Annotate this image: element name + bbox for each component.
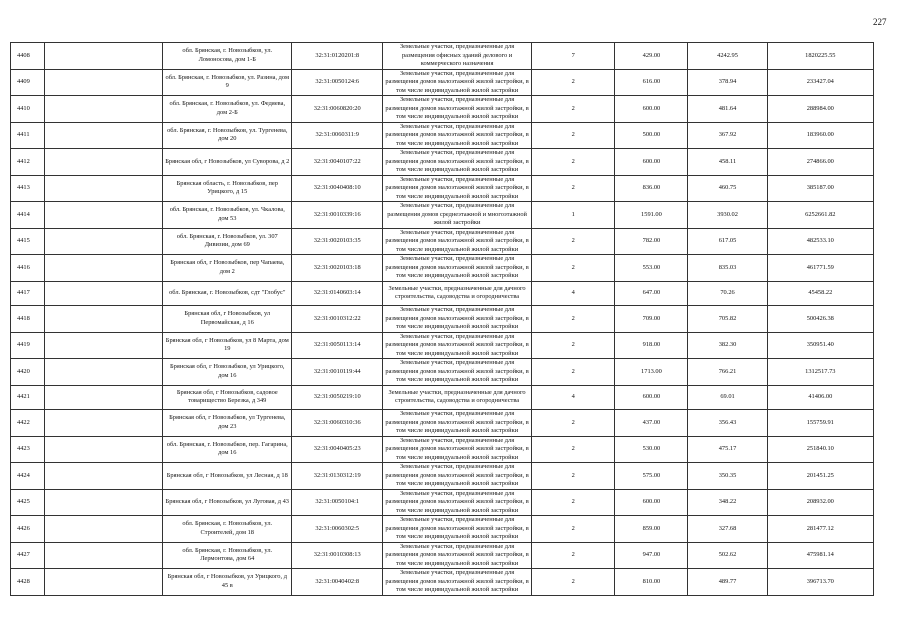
unit-price-cell: 350.35: [688, 463, 767, 490]
unit-price-cell: 489.77: [688, 569, 767, 596]
address-cell: Брянская обл, г Новозыбков, ул Урицкого, д 45 в: [163, 569, 292, 596]
row-number-cell: 4422: [11, 410, 45, 437]
row-spacer-cell: [45, 149, 163, 176]
unit-price-cell: 502.62: [688, 542, 767, 569]
category-cell: 2: [532, 96, 615, 123]
cadastral-value-cell: 6252661.82: [767, 202, 873, 229]
cadastral-number-cell: 32:31:0050124:6: [292, 69, 383, 96]
address-cell: обл. Брянская, г. Новозыбков, сдт "Глобус": [163, 281, 292, 306]
unit-price-cell: 356.43: [688, 410, 767, 437]
row-number-cell: 4416: [11, 255, 45, 282]
table-row: [11, 69, 874, 96]
cadastral-number-cell: 32:31:0130312:19: [292, 463, 383, 490]
cadastral-number-cell: 32:31:0020103:35: [292, 228, 383, 255]
row-number-cell: 4409: [11, 69, 45, 96]
row-spacer-cell: [45, 359, 163, 386]
address-cell: Брянская обл, г Новозыбков, пер Чапаева, дом 2: [163, 255, 292, 282]
area-cell: 600.00: [615, 96, 688, 123]
address-cell: Брянская область, г. Новозыбков, пер Урицкого, д 15: [163, 175, 292, 202]
row-number-cell: 4427: [11, 542, 45, 569]
cadastral-number-cell: 32:31:0050104:1: [292, 489, 383, 516]
land-use-cell: Земельные участки, предназначенные для размещения домов малоэтажной жилой застройки, в том числе индивидуальной жилой застройки: [383, 149, 532, 176]
land-use-cell: Земельные участки, предназначенные для размещения домов среднеэтажной и многоэтажной жилой застройки: [383, 202, 532, 229]
category-cell: 2: [532, 436, 615, 463]
category-cell: 2: [532, 542, 615, 569]
address-cell: Брянская обл, г Новозыбков, садовое товарищество Березка, д 349: [163, 385, 292, 410]
cadastral-number-cell: 32:31:0010312:22: [292, 306, 383, 333]
area-cell: 810.00: [615, 569, 688, 596]
row-number-cell: 4419: [11, 332, 45, 359]
row-number-cell: 4421: [11, 385, 45, 410]
table-row: [11, 569, 874, 596]
table-row: [11, 542, 874, 569]
land-use-cell: Земельные участки, предназначенные для размещения домов малоэтажной жилой застройки, в том числе индивидуальной жилой застройки: [383, 306, 532, 333]
unit-price-cell: 4242.95: [688, 43, 767, 70]
address-cell: Брянская обл, г Новозыбков, ул Урицкого, дом 16: [163, 359, 292, 386]
cadastral-value-cell: 350951.40: [767, 332, 873, 359]
category-cell: 2: [532, 149, 615, 176]
area-cell: 1713.00: [615, 359, 688, 386]
table-row: [11, 96, 874, 123]
unit-price-cell: 617.05: [688, 228, 767, 255]
row-number-cell: 4425: [11, 489, 45, 516]
category-cell: 2: [532, 359, 615, 386]
row-spacer-cell: [45, 489, 163, 516]
table-row: [11, 202, 874, 229]
address-cell: обл. Брянская, г. Новозыбков, ул. Разина, дом 9: [163, 69, 292, 96]
address-cell: обл. Брянская, г. Новозыбков, ул. Ломоносова, дом 1-Б: [163, 43, 292, 70]
area-cell: 1591.00: [615, 202, 688, 229]
land-use-cell: Земельные участки, предназначенные для размещения домов малоэтажной жилой застройки, в том числе индивидуальной жилой застройки: [383, 255, 532, 282]
land-use-cell: Земельные участки, предназначенные для размещения домов малоэтажной жилой застройки, в том числе индивидуальной жилой застройки: [383, 569, 532, 596]
page-number: 227: [873, 17, 887, 27]
cadastral-value-cell: 461771.59: [767, 255, 873, 282]
cadastral-value-cell: 233427.04: [767, 69, 873, 96]
address-cell: обл. Брянская, г. Новозыбков, ул. 307 Дивизии, дом 69: [163, 228, 292, 255]
area-cell: 782.00: [615, 228, 688, 255]
row-spacer-cell: [45, 569, 163, 596]
row-number-cell: 4412: [11, 149, 45, 176]
address-cell: обл. Брянская, г. Новозыбков, пер. Гагарина, дом 16: [163, 436, 292, 463]
table-row: [11, 306, 874, 333]
unit-price-cell: 327.68: [688, 516, 767, 543]
table-row: [11, 149, 874, 176]
address-cell: Брянская обл, г Новозыбков, ул 8 Марта, дом 19: [163, 332, 292, 359]
land-use-cell: Земельные участки, предназначенные для размещения офисных зданий делового и коммерческого назначения: [383, 43, 532, 70]
row-spacer-cell: [45, 122, 163, 149]
land-use-cell: Земельные участки, предназначенные для дачного строительства, садоводства и огородничества: [383, 385, 532, 410]
unit-price-cell: 3930.02: [688, 202, 767, 229]
table-row: [11, 43, 874, 70]
table-row: [11, 122, 874, 149]
row-spacer-cell: [45, 306, 163, 333]
cadastral-value-cell: 288984.00: [767, 96, 873, 123]
row-number-cell: 4408: [11, 43, 45, 70]
table-row: [11, 281, 874, 306]
category-cell: 2: [532, 69, 615, 96]
cadastral-value-cell: 45458.22: [767, 281, 873, 306]
table-row: [11, 359, 874, 386]
row-spacer-cell: [45, 228, 163, 255]
cadastral-value-cell: 1312517.73: [767, 359, 873, 386]
cadastral-number-cell: 32:31:0060820:20: [292, 96, 383, 123]
address-cell: обл. Брянская, г. Новозыбков, ул. Федяева, дом 2-Б: [163, 96, 292, 123]
row-number-cell: 4414: [11, 202, 45, 229]
row-spacer-cell: [45, 385, 163, 410]
cadastral-value-cell: 396713.70: [767, 569, 873, 596]
area-cell: 600.00: [615, 385, 688, 410]
unit-price-cell: 475.17: [688, 436, 767, 463]
cadastral-number-cell: 32:31:0050113:14: [292, 332, 383, 359]
unit-price-cell: 348.22: [688, 489, 767, 516]
cadastral-number-cell: 32:31:0040107:22: [292, 149, 383, 176]
row-number-cell: 4411: [11, 122, 45, 149]
cadastral-number-cell: 32:31:0010308:13: [292, 542, 383, 569]
land-use-cell: Земельные участки, предназначенные для размещения домов малоэтажной жилой застройки, в том числе индивидуальной жилой застройки: [383, 436, 532, 463]
cadastral-number-cell: 32:31:0050219:10: [292, 385, 383, 410]
table-row: [11, 385, 874, 410]
row-spacer-cell: [45, 43, 163, 70]
category-cell: 2: [532, 175, 615, 202]
row-spacer-cell: [45, 542, 163, 569]
row-spacer-cell: [45, 516, 163, 543]
address-cell: Брянская обл, г Новозыбков, ул Первомайская, д 16: [163, 306, 292, 333]
row-number-cell: 4418: [11, 306, 45, 333]
area-cell: 859.00: [615, 516, 688, 543]
category-cell: 2: [532, 569, 615, 596]
row-spacer-cell: [45, 69, 163, 96]
cadastral-number-cell: 32:31:0010339:16: [292, 202, 383, 229]
area-cell: 437.00: [615, 410, 688, 437]
area-cell: 836.00: [615, 175, 688, 202]
cadastral-value-cell: 274866.00: [767, 149, 873, 176]
table-row: [11, 175, 874, 202]
cadastral-number-cell: 32:31:0040405:23: [292, 436, 383, 463]
row-number-cell: 4415: [11, 228, 45, 255]
row-spacer-cell: [45, 410, 163, 437]
table-row: [11, 332, 874, 359]
land-use-cell: Земельные участки, предназначенные для размещения домов малоэтажной жилой застройки, в том числе индивидуальной жилой застройки: [383, 69, 532, 96]
area-cell: 429.00: [615, 43, 688, 70]
row-spacer-cell: [45, 255, 163, 282]
cadastral-value-cell: 1820225.55: [767, 43, 873, 70]
unit-price-cell: 705.82: [688, 306, 767, 333]
land-use-cell: Земельные участки, предназначенные для размещения домов малоэтажной жилой застройки, в том числе индивидуальной жилой застройки: [383, 359, 532, 386]
address-cell: Брянская обл, г Новозыбков, ул Луговая, д 43: [163, 489, 292, 516]
unit-price-cell: 382.30: [688, 332, 767, 359]
cadastral-number-cell: 32:31:0010119:44: [292, 359, 383, 386]
land-use-cell: Земельные участки, предназначенные для размещения домов малоэтажной жилой застройки, в том числе индивидуальной жилой застройки: [383, 542, 532, 569]
area-cell: 918.00: [615, 332, 688, 359]
unit-price-cell: 460.75: [688, 175, 767, 202]
row-spacer-cell: [45, 96, 163, 123]
row-spacer-cell: [45, 175, 163, 202]
land-use-cell: Земельные участки, предназначенные для размещения домов малоэтажной жилой застройки, в том числе индивидуальной жилой застройки: [383, 489, 532, 516]
row-number-cell: 4424: [11, 463, 45, 490]
area-cell: 553.00: [615, 255, 688, 282]
cadastral-value-cell: 475981.14: [767, 542, 873, 569]
cadastral-value-cell: 155759.91: [767, 410, 873, 437]
row-number-cell: 4417: [11, 281, 45, 306]
table-row: [11, 228, 874, 255]
cadastral-value-cell: 281477.12: [767, 516, 873, 543]
cadastral-value-cell: 482533.10: [767, 228, 873, 255]
area-cell: 600.00: [615, 149, 688, 176]
row-spacer-cell: [45, 332, 163, 359]
unit-price-cell: 458.11: [688, 149, 767, 176]
cadastral-value-cell: 385187.00: [767, 175, 873, 202]
cadastral-value-cell: 41406.00: [767, 385, 873, 410]
row-number-cell: 4426: [11, 516, 45, 543]
cadastral-number-cell: 32:31:0060311:9: [292, 122, 383, 149]
category-cell: 2: [532, 463, 615, 490]
address-cell: Брянская обл, г Новозыбков, ул Суворова, д 2: [163, 149, 292, 176]
category-cell: 4: [532, 385, 615, 410]
unit-price-cell: 69.01: [688, 385, 767, 410]
cadastral-value-cell: 251840.10: [767, 436, 873, 463]
area-cell: 647.00: [615, 281, 688, 306]
area-cell: 616.00: [615, 69, 688, 96]
table-row: [11, 255, 874, 282]
address-cell: обл. Брянская, г. Новозыбков, ул. Лермонтова, дом 64: [163, 542, 292, 569]
unit-price-cell: 835.03: [688, 255, 767, 282]
area-cell: 947.00: [615, 542, 688, 569]
land-use-cell: Земельные участки, предназначенные для размещения домов малоэтажной жилой застройки, в том числе индивидуальной жилой застройки: [383, 516, 532, 543]
cadastral-value-cell: 500426.38: [767, 306, 873, 333]
category-cell: 2: [532, 410, 615, 437]
row-number-cell: 4413: [11, 175, 45, 202]
area-cell: 500.00: [615, 122, 688, 149]
address-cell: обл. Брянская, г. Новозыбков, ул. Чкалова, дом 53: [163, 202, 292, 229]
table-row: [11, 516, 874, 543]
row-number-cell: 4420: [11, 359, 45, 386]
row-spacer-cell: [45, 202, 163, 229]
table-row: [11, 410, 874, 437]
row-spacer-cell: [45, 436, 163, 463]
land-use-cell: Земельные участки, предназначенные для размещения домов малоэтажной жилой застройки, в том числе индивидуальной жилой застройки: [383, 175, 532, 202]
category-cell: 4: [532, 281, 615, 306]
land-use-cell: Земельные участки, предназначенные для размещения домов малоэтажной жилой застройки, в том числе индивидуальной жилой застройки: [383, 228, 532, 255]
category-cell: 2: [532, 516, 615, 543]
cadastral-number-cell: 32:31:0040402:8: [292, 569, 383, 596]
cadastral-number-cell: 32:31:0060302:5: [292, 516, 383, 543]
address-cell: обл. Брянская, г. Новозыбков, ул. Тургенева, дом 20: [163, 122, 292, 149]
unit-price-cell: 367.92: [688, 122, 767, 149]
unit-price-cell: 481.64: [688, 96, 767, 123]
land-registry-table: [10, 42, 874, 596]
table-row: [11, 463, 874, 490]
address-cell: обл. Брянская, г. Новозыбков, ул. Строителей, дом 18: [163, 516, 292, 543]
row-number-cell: 4428: [11, 569, 45, 596]
area-cell: 709.00: [615, 306, 688, 333]
unit-price-cell: 766.21: [688, 359, 767, 386]
land-use-cell: Земельные участки, предназначенные для размещения домов малоэтажной жилой застройки, в том числе индивидуальной жилой застройки: [383, 463, 532, 490]
row-spacer-cell: [45, 463, 163, 490]
category-cell: 2: [532, 255, 615, 282]
land-use-cell: Земельные участки, предназначенные для дачного строительства, садоводства и огородничества: [383, 281, 532, 306]
area-cell: 600.00: [615, 489, 688, 516]
category-cell: 1: [532, 202, 615, 229]
category-cell: 2: [532, 228, 615, 255]
table-row: [11, 436, 874, 463]
address-cell: Брянская обл, г Новозыбков, ул Тургенева, дом 23: [163, 410, 292, 437]
land-use-cell: Земельные участки, предназначенные для размещения домов малоэтажной жилой застройки, в том числе индивидуальной жилой застройки: [383, 96, 532, 123]
area-cell: 575.00: [615, 463, 688, 490]
row-spacer-cell: [45, 281, 163, 306]
category-cell: 7: [532, 43, 615, 70]
unit-price-cell: 378.94: [688, 69, 767, 96]
cadastral-number-cell: 32:31:0060310:36: [292, 410, 383, 437]
category-cell: 2: [532, 306, 615, 333]
land-use-cell: Земельные участки, предназначенные для размещения домов малоэтажной жилой застройки, в том числе индивидуальной жилой застройки: [383, 410, 532, 437]
land-use-cell: Земельные участки, предназначенные для размещения домов малоэтажной жилой застройки, в том числе индивидуальной жилой застройки: [383, 122, 532, 149]
address-cell: Брянская обл, г Новозыбков, ул Лесная, д 18: [163, 463, 292, 490]
row-number-cell: 4423: [11, 436, 45, 463]
cadastral-number-cell: 32:31:0040408:10: [292, 175, 383, 202]
cadastral-value-cell: 183960.00: [767, 122, 873, 149]
land-use-cell: Земельные участки, предназначенные для размещения домов малоэтажной жилой застройки, в том числе индивидуальной жилой застройки: [383, 332, 532, 359]
cadastral-value-cell: 208932.00: [767, 489, 873, 516]
area-cell: 530.00: [615, 436, 688, 463]
cadastral-value-cell: 201451.25: [767, 463, 873, 490]
unit-price-cell: 70.26: [688, 281, 767, 306]
cadastral-number-cell: 32:31:0120201:8: [292, 43, 383, 70]
category-cell: 2: [532, 332, 615, 359]
row-number-cell: 4410: [11, 96, 45, 123]
table-row: [11, 489, 874, 516]
category-cell: 2: [532, 489, 615, 516]
category-cell: 2: [532, 122, 615, 149]
cadastral-number-cell: 32:31:0140603:14: [292, 281, 383, 306]
cadastral-number-cell: 32:31:0020103:18: [292, 255, 383, 282]
